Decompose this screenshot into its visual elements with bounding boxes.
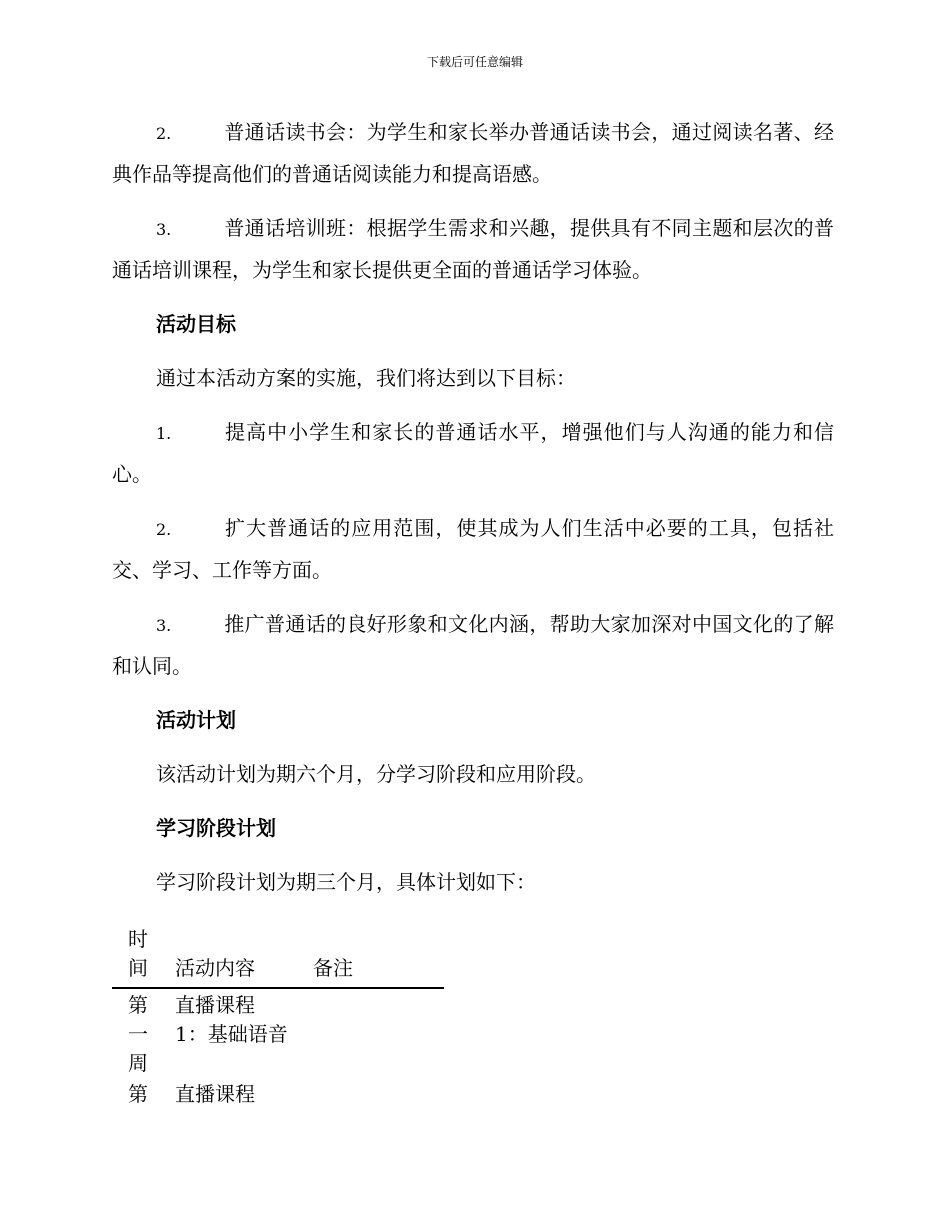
note-cell [313,991,444,1078]
item-number: 3. [156,220,172,239]
item-number: 3. [156,616,172,635]
header-time: 时 间 [128,927,148,980]
item-text: 普通话培训班：根据学生需求和兴趣，提供具有不同主题和层次的普通话培训课程，为学生和家长提供更全面的普通话学习体验。 [112,216,834,282]
schedule-table [112,925,444,1109]
item-text: 提高中小学生和家长的普通话水平，增强他们与人沟通的能力和信心。 [112,420,834,486]
section-heading: 学习阶段计划 [156,816,276,840]
numbered-item [112,112,834,194]
document-body [112,112,834,916]
table-row [112,1080,444,1109]
item-number: 1. [156,424,172,443]
numbered-item [112,604,834,686]
schedule-header-row [112,925,444,989]
item-text: 推广普通话的良好形象和文化内涵，帮助大家加深对中国文化的了解和认同。 [112,612,834,678]
numbered-item [112,508,834,590]
numbered-item [112,412,834,494]
note-cell [313,1080,444,1109]
paragraph: 通过本活动方案的实施，我们将达到以下目标： [156,366,576,390]
activity-cell: 直播课程 [175,1082,255,1106]
table-row [112,991,444,1078]
item-number: 2. [156,520,172,539]
header-activity: 活动内容 [175,956,255,980]
time-cell: 第 一 周 [128,993,148,1075]
paragraph: 学习阶段计划为期三个月，具体计划如下： [156,870,536,894]
paragraph: 该活动计划为期六个月，分学习阶段和应用阶段。 [156,762,596,786]
numbered-item [112,208,834,290]
header-note-col: 备注 [313,956,353,980]
time-cell: 第 [128,1082,148,1106]
section-heading: 活动计划 [156,708,236,732]
header-note: 下载后可任意编辑 [426,55,523,69]
activity-cell: 直播课程 1：基础语音 [175,993,288,1046]
item-number: 2. [156,124,172,143]
item-text: 扩大普通话的应用范围，使其成为人们生活中必要的工具，包括社交、学习、工作等方面。 [112,516,834,582]
section-heading: 活动目标 [156,312,236,336]
item-text: 普通话读书会：为学生和家长举办普通话读书会，通过阅读名著、经典作品等提高他们的普通话阅读能力和提高语感。 [112,120,834,186]
